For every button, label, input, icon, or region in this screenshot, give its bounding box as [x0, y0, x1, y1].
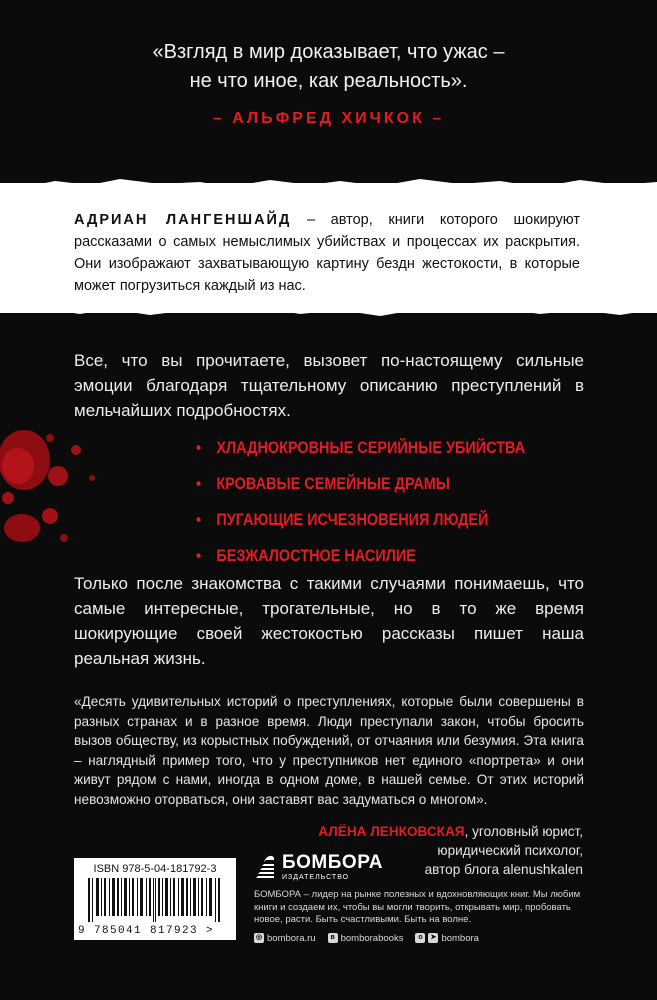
bullet-icon: • [196, 510, 202, 529]
author-bio-text: – автор, книги которого шокируют рассказами о самых немыслимых убийствах и процессах их раскрытия. Они изображают захватывающую картину бездн жестокости, в которые может погрузиться каждый из нас. [74, 212, 581, 294]
feature-item: • КРОВАВЫЕ СЕМЕЙНЫЕ ДРАМЫ [196, 466, 525, 502]
globe-icon: ◎ [255, 934, 263, 941]
publisher-logo [254, 852, 584, 881]
bullet-icon: • [196, 474, 202, 493]
barcode [74, 858, 236, 940]
epigraph-line-1: «Взгляд в мир доказывает, что ужас – [152, 41, 505, 63]
blood-splatter-decoration [0, 420, 180, 570]
social-vk[interactable]: в bomborabooks [328, 933, 404, 944]
reviewer-role-1: , уголовный юрист, [464, 824, 583, 839]
feature-list [196, 430, 583, 574]
vk-icon: в [328, 933, 338, 943]
reviewer-name: АЛЁНА ЛЕНКОВСКАЯ [318, 824, 465, 839]
reviewer-role-2: юридический психолог, [437, 843, 583, 858]
barcode-digits: 9 785041 817923 > [78, 925, 215, 937]
telegram-icon: ➤ [428, 933, 438, 943]
outro-paragraph: Только после знакомства с такими случаями понимаешь, что самые интересные, трогательные, но в то же время шокирующие своей жестокостью рассказы пишет наша реальная жизнь. [74, 574, 584, 668]
feature-item: • ПУГАЮЩИЕ ИСЧЕЗНОВЕНИЯ ЛЮДЕЙ [196, 502, 525, 538]
bullet-icon: • [196, 438, 202, 457]
epigraph-line-2: не что иное, как реальность». [189, 70, 468, 92]
reviewer-role-3: автор блога alenushkalen [424, 862, 583, 877]
social-site[interactable]: ◎ bombora.ru [255, 932, 316, 944]
social-ok-telegram[interactable]: o ➤ bombora [415, 933, 479, 944]
isbn-label: ISBN 978-5-04-181792-3 [93, 863, 217, 875]
author-name: АДРИАН ЛАНГЕНШАЙД [74, 212, 292, 228]
feature-item: • БЕЗЖАЛОСТНОЕ НАСИЛИЕ [196, 538, 525, 574]
social-links [254, 933, 584, 944]
publisher-name: БОМБОРА [282, 852, 383, 873]
author-bio [74, 209, 580, 297]
review-quote: «Десять удивительных историй о преступлениях, которые были совершены в разных странах и в разное время. Люди преступали закон, чтобы бросить вызов обществу, из корыстных побуждений, от отчаяния или безумия. Эта книга – наглядный пример того, что у преступников нет единого «портрета» и они живут рядом с нами, иногда в одном доме, в нашей семье. От этих историй невозможно оторваться, они заставят вас задуматься о многом». [74, 694, 584, 807]
intro-paragraph: Все, что вы прочитаете, вызовет по-настоящему сильные эмоции благодаря тщательному описанию преступлений в мельчайших подробностях. [74, 351, 584, 420]
epigraph [0, 38, 657, 128]
torn-edge-bottom [0, 303, 657, 319]
ok-icon: o [415, 933, 425, 943]
bullet-icon: • [196, 546, 202, 565]
epigraph-author: – АЛЬФРЕД ХИЧКОК – [212, 110, 445, 127]
barcode-bars [88, 878, 222, 922]
feature-item: • ХЛАДНОКРОВНЫЕ СЕРИЙНЫЕ УБИЙСТВА [196, 430, 525, 466]
bombora-wave-icon [254, 854, 276, 880]
publisher-description: БОМБОРА – лидер на рынке полезных и вдохновляющих книг. Мы любим книги и создаем их, чтобы вы могли творить, открывать мир, пробовать новое, расти. Быть счастливыми. Быть на волне. [254, 889, 581, 925]
publisher-sub: ИЗДАТЕЛЬСТВО [282, 874, 350, 881]
publisher-block [254, 852, 584, 944]
